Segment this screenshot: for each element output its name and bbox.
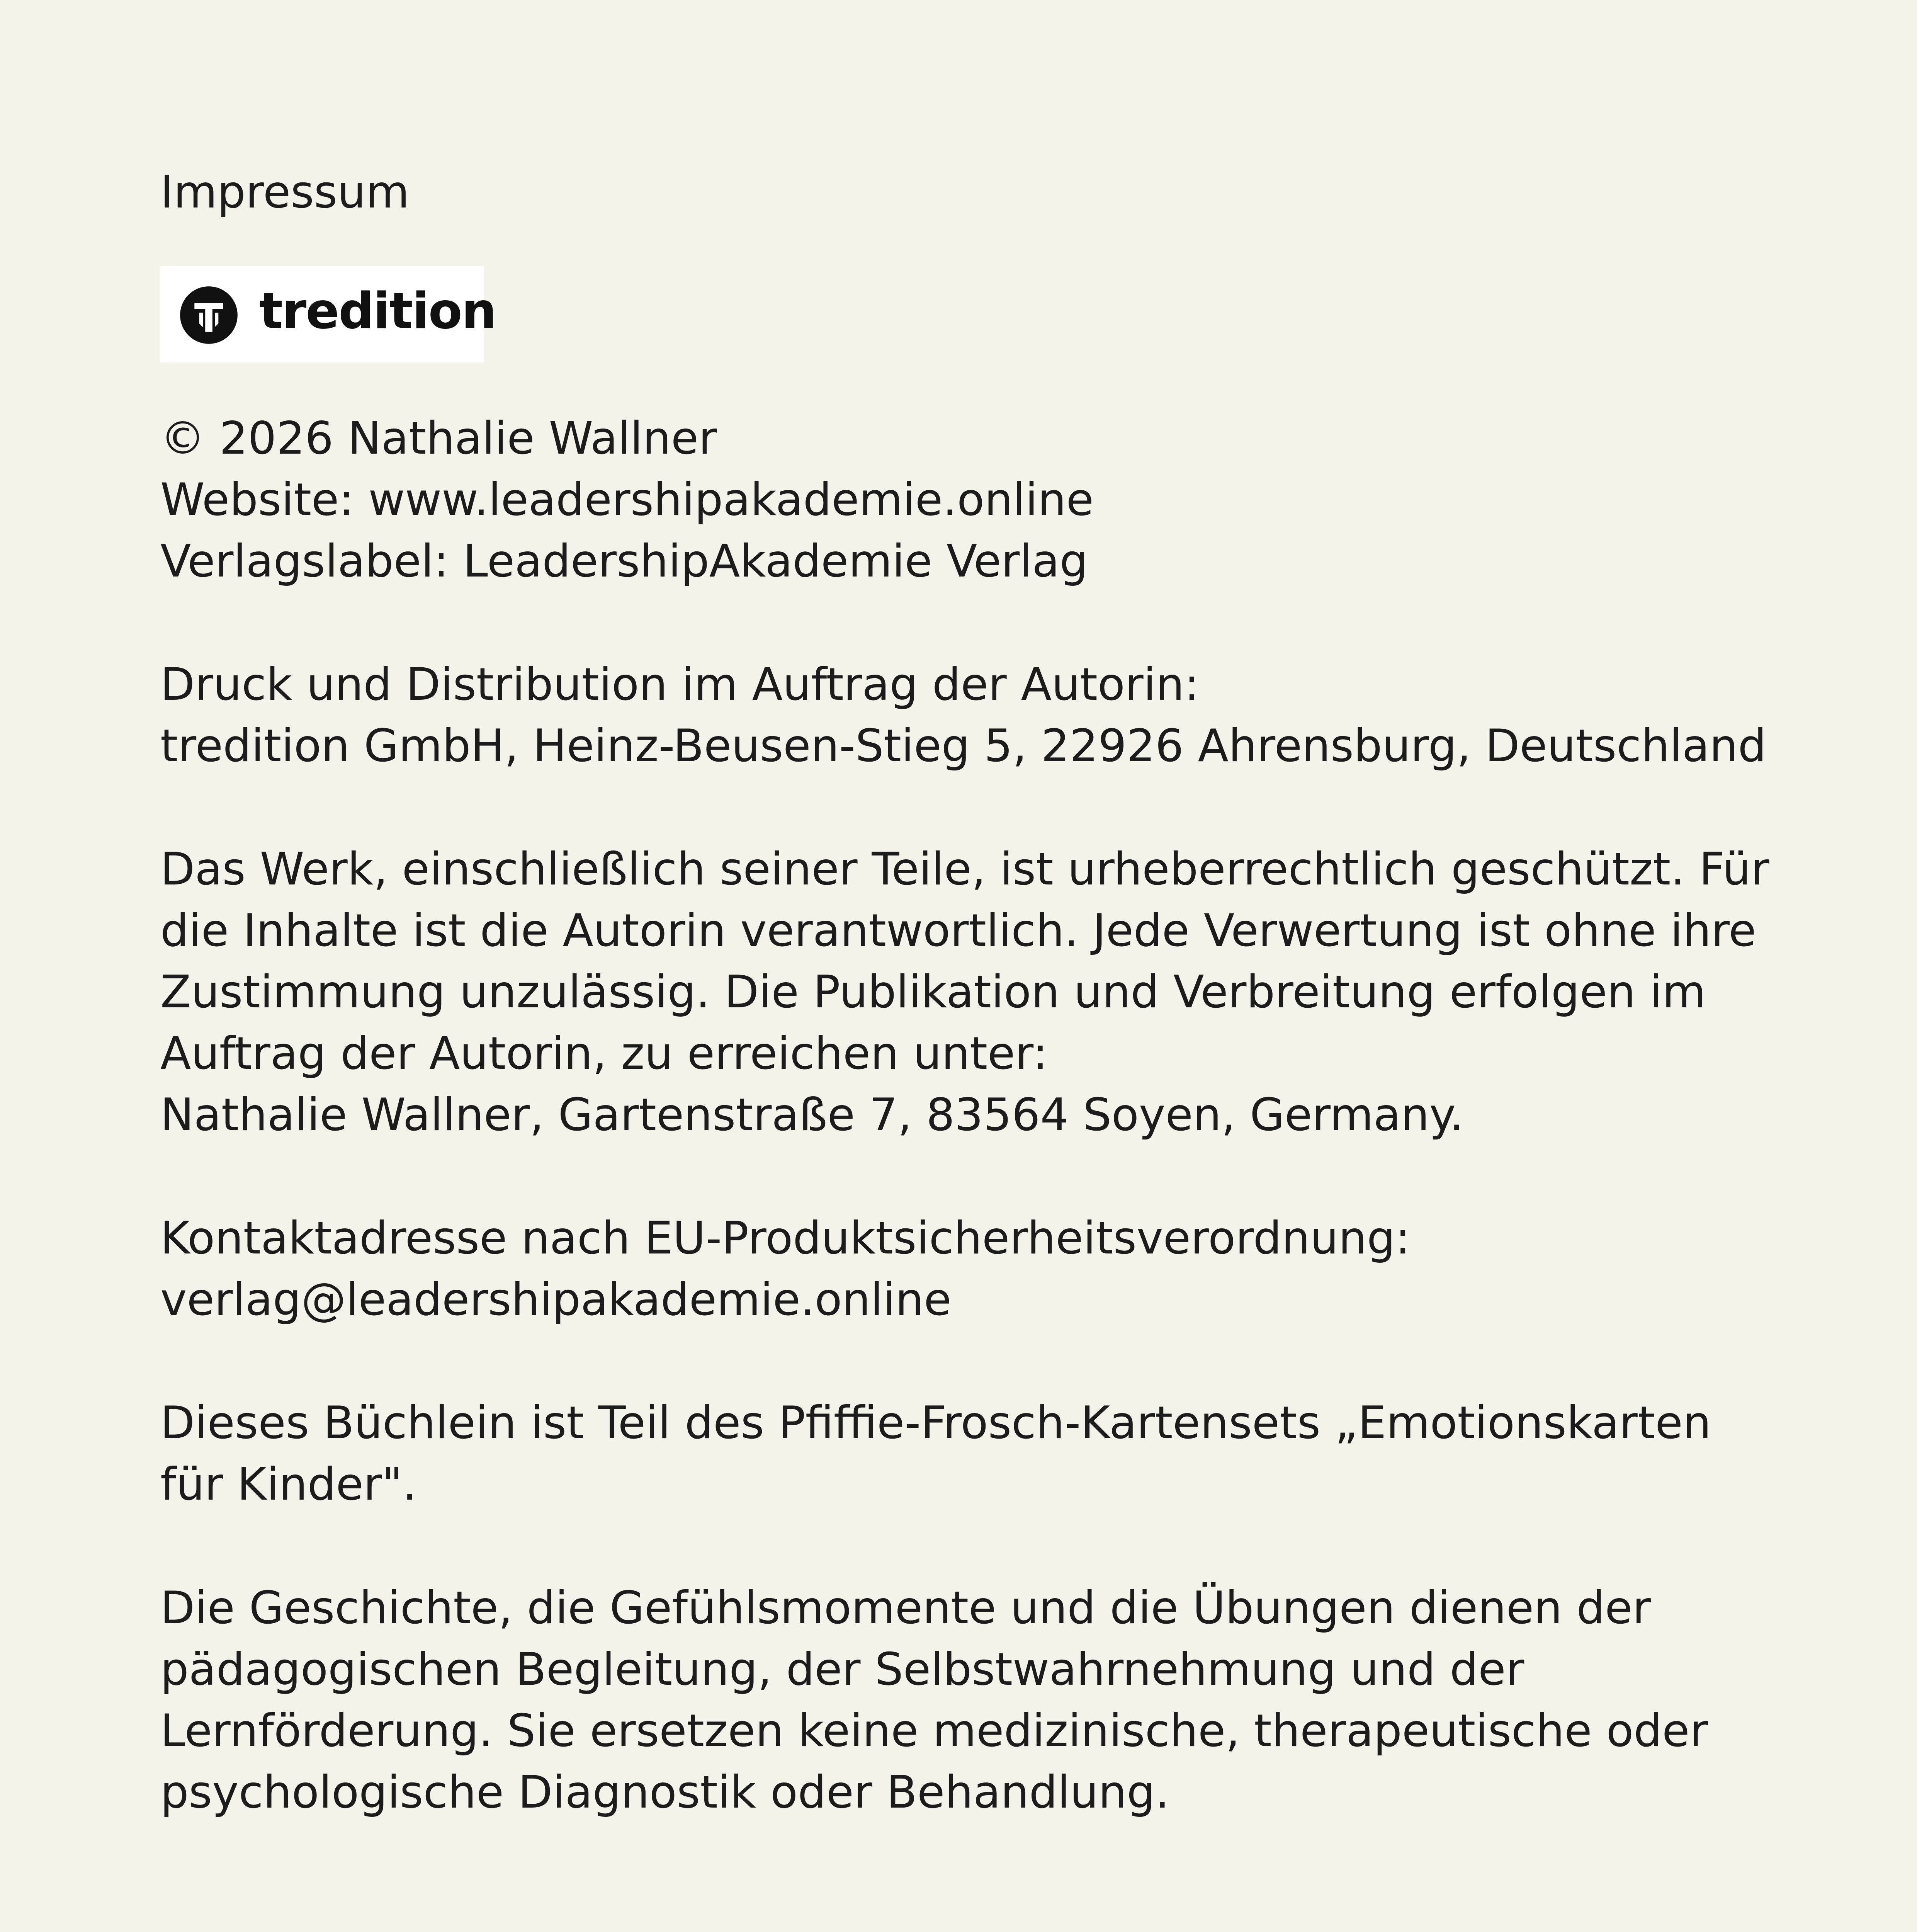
- disclaimer-line: pädagogischen Begleitung, der Selbstwahrnehmung und der: [160, 1643, 1524, 1696]
- author-address-line: Nathalie Wallner, Gartenstraße 7, 83564 Soyen, Germany.: [160, 1089, 1464, 1141]
- rights-block: [160, 838, 1769, 1146]
- distribution-block: [160, 654, 1766, 777]
- copyright-block: [160, 408, 1094, 592]
- disclaimer-block: [160, 1577, 1708, 1823]
- website-line: Website: www.leadershipakademie.online: [160, 474, 1094, 526]
- distribution-line: Druck und Distribution im Auftrag der Autorin:: [160, 658, 1200, 711]
- rights-line: die Inhalte ist die Autorin verantwortlich. Jede Verwertung ist ohne ihre: [160, 905, 1756, 957]
- publisher-label-line: Verlagslabel: LeadershipAkademie Verlag: [160, 535, 1088, 587]
- disclaimer-line: psychologische Diagnostik oder Behandlung.: [160, 1766, 1169, 1818]
- tredition-logo: [160, 266, 496, 362]
- rights-line: Auftrag der Autorin, zu erreichen unter:: [160, 1027, 1048, 1080]
- page-heading: Impressum: [160, 166, 410, 218]
- logo-text: tredition: [259, 282, 496, 340]
- part-of-set-block: [160, 1392, 1711, 1515]
- rights-line: Das Werk, einschließlich seiner Teile, ist urheberrechtlich geschützt. Für: [160, 843, 1769, 895]
- copyright-line: © 2026 Nathalie Wallner: [160, 412, 717, 464]
- disclaimer-line: Die Geschichte, die Gefühlsmomente und die Übungen dienen der: [160, 1582, 1651, 1634]
- tredition-logo-icon: [179, 285, 239, 345]
- part-of-set-line: für Kinder".: [160, 1458, 417, 1510]
- part-of-set-line: Dieses Büchlein ist Teil des Pfiffie-Frosch-Kartensets „Emotionskarten: [160, 1397, 1711, 1449]
- disclaimer-line: Lernförderung. Sie ersetzen keine medizinische, therapeutische oder: [160, 1705, 1708, 1757]
- rights-line: Zustimmung unzulässig. Die Publikation und Verbreitung erfolgen im: [160, 966, 1706, 1018]
- contact-block: [160, 1208, 1411, 1330]
- contact-label-line: Kontaktadresse nach EU-Produktsicherheitsverordnung:: [160, 1212, 1411, 1264]
- distribution-address-line: tredition GmbH, Heinz-Beusen-Stieg 5, 22926 Ahrensburg, Deutschland: [160, 720, 1767, 772]
- contact-email-line: verlag@leadershipakademie.online: [160, 1274, 952, 1326]
